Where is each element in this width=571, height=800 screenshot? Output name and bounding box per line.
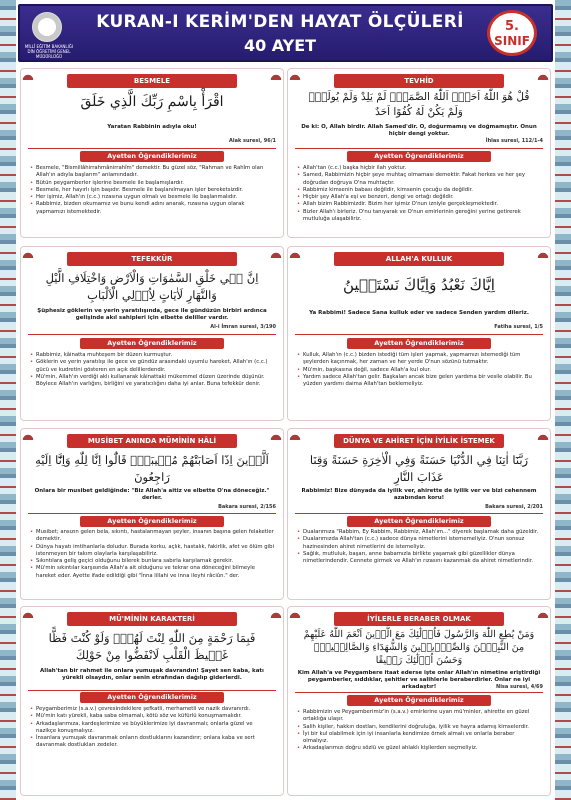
learnings-heading: Ayetten Öğrendiklerimiz [80, 338, 224, 349]
list-item: • Rabbimiz, kâinatta muhteşem bir düzen kurmuştur. [30, 352, 274, 359]
card-mumin-karakteri [20, 606, 284, 796]
list-item: • Besmele, "Bismillâhirrahmânirrahîm" demektir. Bu güzel söz, "Rahman ve Rahîm olan Allah'ın adıyla başlarım" anlamındadır. [30, 165, 274, 180]
list-item: • Hiçbir şey Allah'a eşi ve benzeri, dengi ve ortağı değildir. [297, 194, 541, 201]
learnings-heading: Ayetten Öğrendiklerimiz [347, 151, 491, 162]
right-ornament-border [555, 0, 571, 800]
learnings-list [30, 352, 274, 388]
learnings-heading: Ayetten Öğrendiklerimiz [347, 516, 491, 527]
arabic-verse: فَبِمَا رَحْمَةٍ مِنَ اللّٰهِ لِنْتَ لَهُمْۚ وَلَوْ كُنْتَ فَظًّا غَل۪يظَ الْقَلْبِ لَانْفَضُّوا مِنْ حَوْلِكَ [48, 631, 256, 662]
list-item: • Bizler Allah'ı birleriz. O'nu tanıyarak ve O'nun emirlerinin gereğini yerine getirerek mutluluğa ulaşabiliriz. [297, 209, 541, 224]
learnings-list [30, 706, 274, 750]
learnings-list [297, 165, 541, 223]
card-tevhid [287, 68, 551, 238]
card-title: BESMELE [67, 74, 237, 88]
verse-source: İhlas suresi, 112/1-4 [485, 138, 543, 144]
card-iyilerle-beraber [287, 606, 551, 796]
card-tefekkur [20, 246, 284, 421]
learnings-list [297, 709, 541, 753]
page-header [18, 4, 553, 62]
learnings-heading: Ayetten Öğrendiklerimiz [80, 516, 224, 527]
left-ornament-border [0, 0, 16, 800]
ministry-logo-icon [32, 12, 62, 42]
list-item: • Sağlık, mutluluk, başarı, anne babamızla birlikte yaşamak gibi güzellikler dünya nimetlerindendir. Cennete girmek ve Allah'ın rızasını kazanmak da ahiret nimetlerindir. [297, 551, 541, 566]
list-item: • Mü'min, Allah'ın verdiği aklı kullanarak kâinattaki mükemmel düzen üzerinde düşünür. Böylece Allah'ın varlığını, birliğini ve yaratıcılığını daha iyi anlar. Buna tefekkür denir. [30, 374, 274, 389]
list-item: • Salih kişiler, hakkın dostları, kendilerini doğruluğa, iyilik ve hayra adamış kimselerdir. [297, 724, 541, 731]
arabic-verse: اقْرَأْ بِاسْمِ رَبِّكَ الَّذِي خَلَقَ [80, 94, 224, 110]
learnings-heading: Ayetten Öğrendiklerimiz [80, 692, 224, 703]
list-item: • Rabbimizin ve Peygamberimiz'in (s.a.v.) emirlerine uyan mü'minler, ahirette en güzel ortaklığa ulaşır. [297, 709, 541, 724]
list-item: • Peygamberimiz (s.a.v.) çevresindekilere şefkatli, merhametli ve nazik davranırdı. [30, 706, 274, 713]
arabic-verse: اِيَّاكَ نَعْبُدُ وَاِيَّاكَ نَسْتَع۪ينُ [343, 276, 495, 294]
card-title: TEVHİD [334, 74, 504, 88]
list-item: • Besmele, her hayırlı işin başıdır. Besmele ile başlanılmayan işler bereketsizdir. [30, 187, 274, 194]
learnings-list [30, 529, 274, 580]
verse-source: Bakara suresi, 2/201 [485, 504, 543, 510]
card-allaha-kulluk [287, 246, 551, 421]
list-item: • Dünya hayatı imtihanlarla doludur. Burada korku, açlık, hastalık, fakirlik, afet ve ölüm gibi istenmeyen bir takım olaylarla karşılaşabiliriz. [30, 544, 274, 559]
arabic-verse: اِنَّ ف۪ي خَلْقِ السَّمٰوَاتِ وَالْاَرْضِ وَاخْتِلَافِ الَّيْلِ وَالنَّهَارِ لَاٰيَاتٍ لِاُو۬لِي الْاَلْبَابِ [45, 271, 259, 302]
logo-caption: MİLLÎ EĞİTİM BAKANLIĞI DİN ÖĞRETİMİ GENEL MÜDÜRLÜĞÜ [24, 44, 74, 59]
learnings-list [297, 529, 541, 565]
list-item: • Musibet; ansızın gelen bela, sıkıntı, hastalanmayan şeyler, insanın başına gelen felaketler demektir. [30, 529, 274, 544]
grade-label: SINIF [494, 34, 530, 48]
list-item: • Kulluk, Allah'ın (c.c.) bizden istediği tüm işleri yapmak, yapmamızı istemediği tüm şeylerden kaçınmak, her zaman ve her yerde O'nun sözünü tutmaktır. [297, 352, 541, 367]
list-item: • Rabbimiz kimsenin babası değildir, kimsenin çocuğu da değildir. [297, 187, 541, 194]
card-title: TEFEKKÜR [67, 252, 237, 266]
page-subtitle: 40 AYET [243, 36, 317, 55]
list-item: • Mü'min sıkıntılar karşısında Allah'a ait olduğunu ve tekrar ona döneceğini bilmeyle hareket eder. Ayette ifade edildiği gibi "İnna lillahi ve inna ileyhi râciûn." der. [30, 565, 274, 580]
arabic-verse: قُلْ هُوَ اللّٰهُ اَحَدٌۚ اَللّٰهُ الصَّمَدُۚ لَمْ يَلِدْ وَلَمْ يُولَدْۙ وَلَمْ يَكُنْ لَهُ كُفُوًا اَحَدٌ [308, 91, 530, 118]
verse-source: Fatiha suresi, 1/5 [494, 324, 543, 330]
list-item: • İnsanlara yumuşak davranmak onların dostluklarını kazandırır; onlara kaba ve sert davranmak dostlukları zedeler. [30, 735, 274, 750]
learnings-list [30, 165, 274, 216]
card-dunya-ahiret [287, 428, 551, 600]
verse-source: Bakara suresi, 2/156 [218, 504, 276, 510]
list-item: • İyi bir kul olabilmek için iyi insanlarla kendimize örnek almalı ve onlarla beraber olmalıyız. [297, 731, 541, 746]
card-title: İYİLERLE BERABER OLMAK [334, 612, 504, 626]
verse-source: Nisa suresi, 4/69 [496, 684, 543, 690]
arabic-verse: اَلَّذ۪ينَ اِذَٓا اَصَابَتْهُمْ مُص۪يبَةٌۙ قَالُٓوا اِنَّا لِلّٰهِ وَاِنَّٓا اِلَيْهِ رَاجِعُونَ [35, 453, 269, 484]
arabic-verse: رَبَّنَٓا اٰتِنَا فِي الدُّنْيَا حَسَنَةً وَفِي الْاٰخِرَةِ حَسَنَةً وَقِنَا عَذَابَ النَّارِ [309, 453, 529, 484]
card-title: DÜNYA VE AHİRET İÇİN İYİLİK İSTEMEK [334, 434, 504, 448]
grade-badge [487, 10, 537, 56]
list-item: • Allah'tan (c.c.) başka hiçbir ilah yoktur. [297, 165, 541, 172]
list-item: • Arkadaşlarımızı doğru sözlü ve güzel ahlaklı kişilerden seçmeliyiz. [297, 745, 541, 752]
learnings-list [297, 352, 541, 388]
verse-source: Alak suresi, 96/1 [228, 138, 276, 144]
list-item: • Rabbimiz, bizden okumamız ve bunu kendi adını anarak, rızasına uygun olarak yapmamızı istemektedir. [30, 201, 274, 216]
list-item: • Mü'min, başkasına değil, sadece Allah'a kul olur. [297, 367, 541, 374]
verse-meaning: Ya Rabbimi! Sadece Sana kulluk eder ve sadece Senden yardım dileriz. [309, 310, 529, 316]
card-title: MUSİBET ANINDA MÜMİNİN HÂLİ [67, 434, 237, 448]
card-musibet [20, 428, 284, 600]
learnings-heading: Ayetten Öğrendiklerimiz [347, 695, 491, 706]
verse-meaning: Allah'tan bir rahmet ile onlara yumuşak davrandın! Şayet sen kaba, katı yürekli olsaydın, onlar senin etrafından dağılıp giderlerdi. [40, 668, 264, 681]
list-item: • Samed, Rabbimizin hiçbir şeye muhtaç olmaması demektir. Fakat herkes ve her şey doğrudan doğruya O'na muhtaçtır. [297, 172, 541, 187]
list-item: • Göklerin ve yerin yaratılışı ile gece ve gündüz arasındaki uyumlu hareket, Allah'ın (c.c.) gücü ve kudretini gösteren en açık delillerdendir. [30, 359, 274, 374]
list-item: • Dualarımızda Allah'tan (c.c.) sadece dünya nimetlerini istememeliyiz. O'nun sonsuz hazinesinden ahiret nimetlerini de istemeliyiz. [297, 536, 541, 551]
card-title: ALLAH'A KULLUK [334, 252, 504, 266]
list-item: • Dualarımıza "Rabbim, Ey Rabbim, Rabbimiz, Allah'ım..." diyerek başlamak daha güzeldir. [297, 529, 541, 536]
list-item: • Mü'min katı yürekli, kaba saba olmamalı, kötü söz ve küfürlü konuşmamalıdır. [30, 713, 274, 720]
list-item: • Yardım sadece Allah'tan gelir. Başkaları ancak bize gelen yardıma bir vesile olabilir. Bu yüzden yardımı daima Allah'tan beklemeliyiz. [297, 374, 541, 389]
verse-meaning: De ki: O, Allah birdir. Allah Samed'dir. O, doğurmamış ve doğmamıştır. Onun hiçbir dengi yoktur. [301, 124, 537, 137]
card-title: MÜ'MİNİN KARAKTERİ [67, 612, 237, 626]
learnings-heading: Ayetten Öğrendiklerimiz [80, 151, 224, 162]
verse-meaning: Yaratan Rabbinin adıyla oku! [107, 124, 197, 130]
list-item: • Arkadaşlarımıza, kardeşlerimize ve büyüklerimize iyi davranmalı; onlarla güzel ve nazikçe konuşmalıyız. [30, 721, 274, 736]
page-title: KURAN-I KERİM'DEN HAYAT ÖLÇÜLERİ [96, 12, 464, 32]
grade-number: 5. [505, 19, 519, 34]
card-besmele [20, 68, 284, 238]
list-item: • Allah bizim Rabbimizdir. Bizim her işimiz O'nun izniyle gerçekleşmektedir. [297, 201, 541, 208]
verse-meaning: Şüphesiz göklerin ve yerin yaratılışında, gece ile gündüzün birbiri ardınca gelişinde akıl sahipleri için elbette deliller vardır. [37, 308, 267, 321]
verse-source: Al-i İmran suresi, 3/190 [210, 324, 276, 330]
verse-meaning: Kim Allah'a ve Peygambere itaat ederse işte onlar Allah'ın nimetine eriştirdiği peygamberler, sıddıklar, şehitler ve salihlerle beraberdirler. Onlar ne iyi arkadaştır! [297, 670, 541, 690]
verse-meaning: Rabbimiz! Bize dünyada da iyilik ver, ahirette de iyilik ver ve bizi cehennem azabından koru! [301, 488, 537, 501]
list-item: • Bütün peygamberler işlerine besmele ile başlamışlardır. [30, 180, 274, 187]
list-item: • Her işimiz, Allah'ın (c.c.) rızasına uygun olmalı ve besmele ile başlanmalıdır. [30, 194, 274, 201]
list-item: • Sıkıntılara geliş geçici olduğunu bilerek bunlara sabırla karşılamak gerekir. [30, 558, 274, 565]
arabic-verse: وَمَنْ يُطِعِ اللّٰهَ وَالرَّسُولَ فَاُو۬لٰٓئِكَ مَعَ الَّذ۪ينَ اَنْعَمَ اللّٰهُ عَلَيْهِمْ مِنَ النَّبِيّ۪نَ وَالصِّدّ۪يق۪ينَ وَالشُّهَدَٓاءِ وَالصَّالِح۪ينَۚ وَحَسُنَ اُو۬لٰٓئِكَ رَف۪يقًا [303, 629, 535, 666]
learnings-heading: Ayetten Öğrendiklerimiz [347, 338, 491, 349]
verse-meaning: Onlara bir musibet geldiğinde: "Biz Allah'a aitiz ve elbette O'na döneceğiz." derler. [34, 488, 270, 501]
